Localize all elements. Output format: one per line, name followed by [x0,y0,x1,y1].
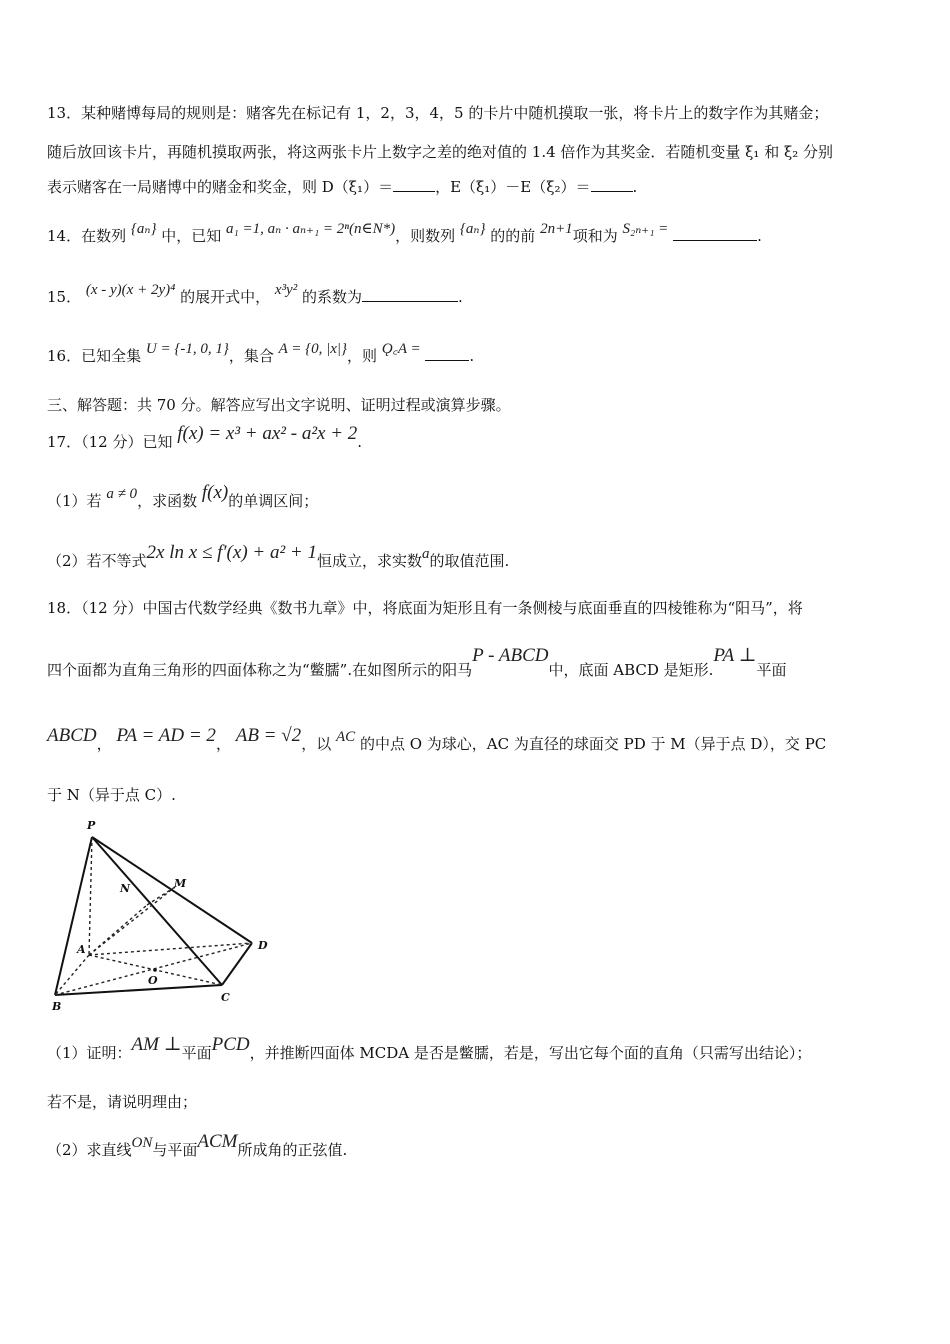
edge-bc [55,985,222,995]
q18-condition1: PA = AD = 2 [116,725,216,746]
q17-p1-mid: ，求函数 [137,492,198,510]
q13-blank2 [591,177,633,192]
q18-line3a: ，以 [301,735,332,753]
q18-p2-mid: 与平面 [152,1141,198,1159]
q18-line3: ABCD， PA = AD = 2， AB = √2，以 AC 的中点 O 为球心，AC 为直径的球面交 PD 于 M（异于点 D），交 PC [47,725,827,753]
q14-prefix: 14．在数列 [47,227,127,245]
q15-term: x³y² [274,282,298,298]
q17-prefix: 17．（12 分）已知 [47,433,173,451]
section-header: 三、解答题：共 70 分。解答应写出文字说明、证明过程或演算步骤。 [47,396,511,414]
q15 [47,282,910,308]
q17-p1-end: 的单调区间； [228,492,319,510]
q17-p1-function: f(x) [201,482,229,503]
q14-blank [673,226,757,241]
point-o [153,968,157,972]
q13-line3a: 表示赌客在一局赌博中的赌金和奖金，则 D（ξ₁）＝ [47,178,394,196]
q18-part1 [47,1034,910,1063]
q13-blank1 [393,177,435,192]
q14-condition: a₁ =1, aₙ · aₙ₊₁ = 2ⁿ(n∈N*) [226,221,396,237]
q14-mid2: ，则数列 [395,227,456,245]
q15-prefix: 15． [47,288,82,306]
pyramid-figure [47,815,277,1015]
edge-pb [55,837,92,995]
q13-line2: 随后放回该卡片，再随机摸取两张，将这两张卡片上数字之差的绝对值的 1.4 倍作为其奖金．若随机变量 ξ₁ 和 ξ₂ 分别 [47,143,834,161]
q18-line2b: 中，底面 ABCD 是矩形. [548,661,714,679]
segment-am [89,887,175,955]
label-m: M [174,877,187,890]
q18-p1-am: AM ⊥ [131,1034,182,1055]
q16 [47,341,910,367]
q18-p1-prefix: （1）证明： [47,1044,132,1062]
q17-p1-prefix: （1）若 [47,492,102,510]
q18-line1: 18．（12 分）中国古代数学经典《数书九章》中，将底面为矩形且有一条侧棱与底面垂直的四棱锥称为“阳马”，将 [47,599,803,617]
q18-perp: PA ⊥ [713,645,757,666]
q16-blank [425,346,469,361]
q17-part2 [47,542,910,572]
q18-base: ABCD [47,725,97,746]
label-a: A [77,943,86,956]
q18-p2-acm: ACM [197,1131,238,1152]
label-o: O [148,974,158,987]
q18-part1-line2: 若不是，请说明理由； [47,1093,198,1111]
q16-end: . [469,347,475,365]
q18-p1-mid: 平面 [181,1044,212,1062]
q17-p2-mid: 恒成立，求实数 [316,552,422,570]
q15-blank [362,287,458,302]
q14-sum: S₂ₙ₊₁ = [622,221,669,237]
q16-mid1: ，集合 [228,347,274,365]
q17-function: f(x) = x³ + ax² - a²x + 2 [177,423,358,444]
q18-line2 [47,645,910,680]
q15-end: . [458,288,463,306]
q18-p2-on: ON [131,1135,153,1151]
q15-mid2: 的系数为 [302,288,363,306]
q18-p2-end: 所成角的正弦值. [237,1141,348,1159]
q16-mid2: ，则 [347,347,378,365]
edge-cd [222,943,252,985]
label-c: C [221,991,230,1004]
q17-p2-inequality: 2x ln x ≤ f′(x) + a² + 1 [146,542,317,563]
q17-p2-prefix: （2）若不等式 [47,552,147,570]
q18-p1-rest: ，并推断四面体 MCDA 是否是鳖臑，若是，写出它每个面的直角（只需写出结论）； [249,1044,812,1062]
q14-seq2: {aₙ} [459,221,486,237]
q18-condition2: AB = √2 [235,725,302,746]
segment-an [89,905,147,955]
q17 [47,423,910,452]
label-p: P [87,819,96,832]
q18-pyramid: P - ABCD [472,645,549,666]
q14-mid3: 的的前 [490,227,536,245]
q17-p2-variable: a [422,546,430,562]
q17-end: . [357,433,363,451]
label-d: D [258,939,268,952]
q18-line2a: 四个面都为直角三角形的四面体称之为“鳖臑”.在如图所示的阳马 [47,661,473,679]
q14-mid4: 项和为 [572,227,618,245]
q16-complement: Ǫ꜀A = [381,341,421,357]
q16-universal-set: U = {-1, 0, 1} [145,341,229,357]
q14-count: 2n+1 [540,221,573,237]
q13-line3b: ，E（ξ₁）－E（ξ₂）＝ [435,178,591,196]
label-b: B [52,1000,62,1013]
label-n: N [120,882,131,895]
q17-part1 [47,482,910,512]
q15-expression: (x - y)(x + 2y)⁴ [85,282,176,298]
q14-mid1: 中，已知 [161,227,222,245]
q18-ac: AC [335,729,356,745]
q18-line4: 于 N（异于点 C）. [47,786,176,804]
q17-p2-end: 的取值范围. [429,552,510,570]
q18-p2-prefix: （2）求直线 [47,1141,132,1159]
q16-prefix: 16．已知全集 [47,347,142,365]
q17-p1-condition: a ≠ 0 [106,486,138,502]
q16-set-a: A = {0, |x|} [278,341,348,357]
q13-line1: 13．某种赌博每局的规则是：赌客先在标记有 1，2，3，4，5 的卡片中随机摸取一张，将卡片上的数字作为其赌金； [47,104,829,122]
q13-line3 [47,177,910,197]
q13-end: . [632,178,638,196]
q14-seq: {aₙ} [130,221,157,237]
q18-line3b: 的中点 O 为球心，AC 为直径的球面交 PD 于 M（异于点 D），交 PC [359,735,827,753]
edge-pa [89,837,92,955]
q18-line2c: 平面 [756,661,787,679]
q14 [47,221,910,247]
q18-p1-pcd: PCD [211,1034,250,1055]
q14-end: . [757,227,762,245]
q18-part2 [47,1131,910,1161]
q15-mid1: 的展开式中， [180,288,271,306]
edge-ad [89,943,252,955]
